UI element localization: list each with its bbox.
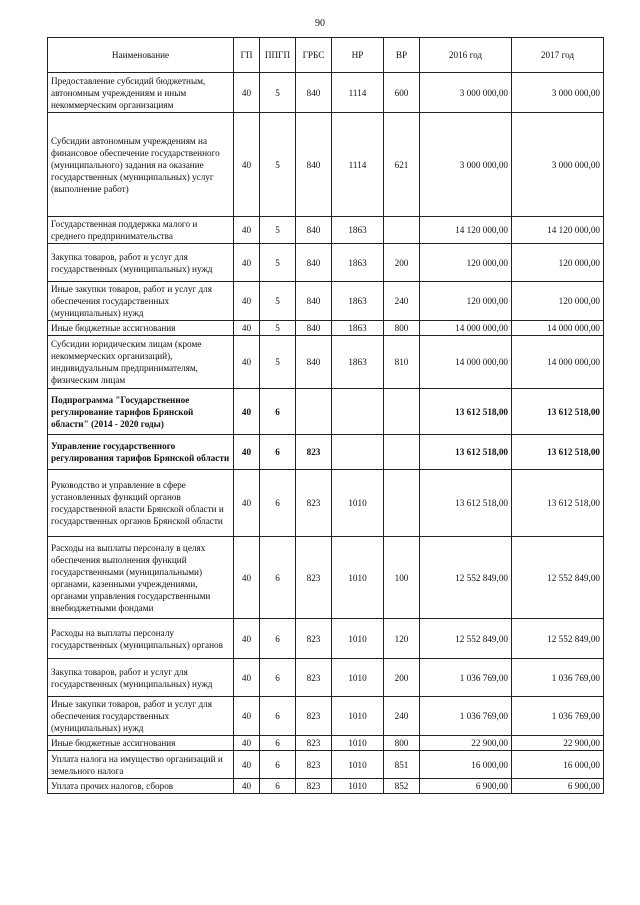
table-cell-nr: 1863 xyxy=(332,282,384,321)
table-cell-2017: 14 000 000,00 xyxy=(512,321,604,336)
table-cell-2016: 12 552 849,00 xyxy=(420,537,512,619)
table-cell-vr: 600 xyxy=(384,73,420,113)
table-cell-ppgp: 6 xyxy=(260,751,296,779)
col-header-ppgp: ППГП xyxy=(260,38,296,73)
table-cell-2017: 16 000,00 xyxy=(512,751,604,779)
table-cell-nr xyxy=(332,435,384,470)
table-cell-vr xyxy=(384,389,420,435)
col-header-grbs: ГРБС xyxy=(296,38,332,73)
table-row xyxy=(48,697,604,736)
table-row xyxy=(48,73,604,113)
table-cell-2016: 13 612 518,00 xyxy=(420,435,512,470)
table-cell-vr: 240 xyxy=(384,282,420,321)
table-cell-vr: 120 xyxy=(384,619,420,659)
table-header-row xyxy=(48,38,604,73)
table-cell-nr: 1010 xyxy=(332,659,384,697)
table-cell-2016: 13 612 518,00 xyxy=(420,470,512,537)
table-cell-2017: 120 000,00 xyxy=(512,282,604,321)
table-cell-nr: 1010 xyxy=(332,697,384,736)
table-cell-ppgp: 6 xyxy=(260,659,296,697)
table-cell-name: Подпрограмма "Государственное регулирование тарифов Брянской области" (2014 - 2020 годы) xyxy=(48,389,234,435)
table-cell-vr xyxy=(384,470,420,537)
table-cell-gp: 40 xyxy=(234,217,260,244)
table-cell-nr xyxy=(332,389,384,435)
table-row xyxy=(48,619,604,659)
table-cell-vr: 200 xyxy=(384,244,420,282)
table-cell-name: Расходы на выплаты персоналу государственных (муниципальных) органов xyxy=(48,619,234,659)
table-row xyxy=(48,321,604,336)
table-cell-2016: 12 552 849,00 xyxy=(420,619,512,659)
table-cell-vr: 100 xyxy=(384,537,420,619)
table-cell-gp: 40 xyxy=(234,435,260,470)
table-cell-vr: 800 xyxy=(384,736,420,751)
table-cell-ppgp: 6 xyxy=(260,697,296,736)
col-header-2017: 2017 год xyxy=(512,38,604,73)
table-cell-gp: 40 xyxy=(234,779,260,794)
col-header-2016: 2016 год xyxy=(420,38,512,73)
table-row xyxy=(48,336,604,389)
table-cell-2016: 16 000,00 xyxy=(420,751,512,779)
table-cell-nr: 1010 xyxy=(332,619,384,659)
table-cell-name: Закупка товаров, работ и услуг для государственных (муниципальных) нужд xyxy=(48,244,234,282)
table-cell-gp: 40 xyxy=(234,619,260,659)
table-cell-ppgp: 5 xyxy=(260,244,296,282)
table-cell-grbs: 823 xyxy=(296,736,332,751)
table-cell-gp: 40 xyxy=(234,736,260,751)
table-cell-grbs: 823 xyxy=(296,537,332,619)
table-cell-name: Иные закупки товаров, работ и услуг для обеспечения государственных (муниципальных) нужд xyxy=(48,282,234,321)
table-cell-name: Предоставление субсидий бюджетным, автономным учреждениям и иным некоммерческим организациям xyxy=(48,73,234,113)
table-cell-vr: 852 xyxy=(384,779,420,794)
table-cell-nr: 1010 xyxy=(332,779,384,794)
table-cell-gp: 40 xyxy=(234,697,260,736)
table-cell-gp: 40 xyxy=(234,73,260,113)
table-row xyxy=(48,470,604,537)
table-cell-grbs: 840 xyxy=(296,336,332,389)
table-cell-vr: 800 xyxy=(384,321,420,336)
table-cell-nr: 1863 xyxy=(332,321,384,336)
table-cell-2016: 120 000,00 xyxy=(420,282,512,321)
table-cell-2017: 3 000 000,00 xyxy=(512,73,604,113)
table-row xyxy=(48,736,604,751)
table-cell-gp: 40 xyxy=(234,282,260,321)
table-cell-2016: 1 036 769,00 xyxy=(420,659,512,697)
col-header-vr: ВР xyxy=(384,38,420,73)
table-cell-2016: 1 036 769,00 xyxy=(420,697,512,736)
table-cell-2017: 120 000,00 xyxy=(512,244,604,282)
col-header-gp: ГП xyxy=(234,38,260,73)
table-cell-grbs: 840 xyxy=(296,113,332,217)
table-row xyxy=(48,779,604,794)
table-cell-2016: 22 900,00 xyxy=(420,736,512,751)
table-cell-2016: 3 000 000,00 xyxy=(420,113,512,217)
table-cell-2016: 6 900,00 xyxy=(420,779,512,794)
table-cell-name: Иные бюджетные ассигнования xyxy=(48,736,234,751)
table-cell-2017: 14 120 000,00 xyxy=(512,217,604,244)
table-row xyxy=(48,244,604,282)
table-cell-nr: 1114 xyxy=(332,113,384,217)
table-row xyxy=(48,435,604,470)
table-cell-2017: 14 000 000,00 xyxy=(512,336,604,389)
table-cell-vr: 851 xyxy=(384,751,420,779)
table-cell-nr: 1863 xyxy=(332,217,384,244)
table-cell-name: Иные бюджетные ассигнования xyxy=(48,321,234,336)
table-cell-nr: 1010 xyxy=(332,537,384,619)
table-row xyxy=(48,537,604,619)
table-cell-grbs: 840 xyxy=(296,321,332,336)
table-cell-name: Иные закупки товаров, работ и услуг для обеспечения государственных (муниципальных) нужд xyxy=(48,697,234,736)
table-cell-name: Управление государственного регулирования тарифов Брянской области xyxy=(48,435,234,470)
table-cell-name: Руководство и управление в сфере установленных функций органов государственной власти Брянской области и государственных органов Брянской области xyxy=(48,470,234,537)
table-cell-gp: 40 xyxy=(234,751,260,779)
table-cell-ppgp: 5 xyxy=(260,73,296,113)
table-cell-ppgp: 5 xyxy=(260,217,296,244)
table-cell-vr: 200 xyxy=(384,659,420,697)
table-cell-2017: 3 000 000,00 xyxy=(512,113,604,217)
table-cell-vr: 621 xyxy=(384,113,420,217)
table-cell-name: Субсидии автономным учреждениям на финансовое обеспечение государственного (муниципального) задания на оказание государственных (муниципальных) услуг (выполнение работ) xyxy=(48,113,234,217)
table-cell-2016: 13 612 518,00 xyxy=(420,389,512,435)
table-row xyxy=(48,282,604,321)
table-cell-gp: 40 xyxy=(234,659,260,697)
page-number: 90 xyxy=(315,18,325,29)
table-cell-grbs: 823 xyxy=(296,470,332,537)
table-cell-ppgp: 6 xyxy=(260,470,296,537)
table-cell-grbs: 840 xyxy=(296,244,332,282)
table-cell-grbs xyxy=(296,389,332,435)
table-cell-2016: 14 000 000,00 xyxy=(420,321,512,336)
table-cell-2016: 14 120 000,00 xyxy=(420,217,512,244)
table-cell-2016: 14 000 000,00 xyxy=(420,336,512,389)
table-body xyxy=(48,73,604,794)
table-cell-ppgp: 6 xyxy=(260,736,296,751)
table-cell-ppgp: 5 xyxy=(260,321,296,336)
table-cell-gp: 40 xyxy=(234,113,260,217)
table-cell-name: Государственная поддержка малого и среднего предпринимательства xyxy=(48,217,234,244)
col-header-nr: НР xyxy=(332,38,384,73)
table-cell-gp: 40 xyxy=(234,336,260,389)
table-cell-grbs: 823 xyxy=(296,659,332,697)
table-cell-nr: 1010 xyxy=(332,736,384,751)
table-cell-2017: 12 552 849,00 xyxy=(512,619,604,659)
table-row xyxy=(48,113,604,217)
table-cell-nr: 1863 xyxy=(332,336,384,389)
table-cell-gp: 40 xyxy=(234,470,260,537)
table-cell-2017: 12 552 849,00 xyxy=(512,537,604,619)
table-cell-2017: 22 900,00 xyxy=(512,736,604,751)
table-row xyxy=(48,659,604,697)
col-header-name: Наименование xyxy=(48,38,234,73)
table-row xyxy=(48,389,604,435)
table-cell-gp: 40 xyxy=(234,244,260,282)
table-cell-2017: 13 612 518,00 xyxy=(512,435,604,470)
table-cell-grbs: 823 xyxy=(296,779,332,794)
table-cell-ppgp: 5 xyxy=(260,282,296,321)
table-cell-grbs: 840 xyxy=(296,73,332,113)
table-row xyxy=(48,751,604,779)
table-cell-2017: 6 900,00 xyxy=(512,779,604,794)
table-cell-2017: 1 036 769,00 xyxy=(512,659,604,697)
table-cell-gp: 40 xyxy=(234,389,260,435)
table-cell-grbs: 823 xyxy=(296,435,332,470)
table-cell-grbs: 840 xyxy=(296,217,332,244)
table-cell-2017: 1 036 769,00 xyxy=(512,697,604,736)
table-cell-gp: 40 xyxy=(234,537,260,619)
table-cell-grbs: 840 xyxy=(296,282,332,321)
table-cell-name: Уплата налога на имущество организаций и земельного налога xyxy=(48,751,234,779)
table-cell-ppgp: 6 xyxy=(260,389,296,435)
table-cell-ppgp: 5 xyxy=(260,336,296,389)
table-cell-ppgp: 6 xyxy=(260,779,296,794)
table-cell-name: Расходы на выплаты персоналу в целях обеспечения выполнения функций государственными (муниципальными) органами, казенными учреждениями, органами управления государственными внебюджетными фондами xyxy=(48,537,234,619)
table-cell-grbs: 823 xyxy=(296,619,332,659)
table-cell-name: Уплата прочих налогов, сборов xyxy=(48,779,234,794)
table-cell-vr: 810 xyxy=(384,336,420,389)
table-cell-2016: 120 000,00 xyxy=(420,244,512,282)
table-cell-ppgp: 5 xyxy=(260,113,296,217)
table-cell-ppgp: 6 xyxy=(260,435,296,470)
table-cell-name: Закупка товаров, работ и услуг для государственных (муниципальных) нужд xyxy=(48,659,234,697)
table-cell-grbs: 823 xyxy=(296,697,332,736)
table-cell-2016: 3 000 000,00 xyxy=(420,73,512,113)
table-cell-gp: 40 xyxy=(234,321,260,336)
table-cell-vr xyxy=(384,217,420,244)
table-cell-2017: 13 612 518,00 xyxy=(512,389,604,435)
table-cell-grbs: 823 xyxy=(296,751,332,779)
table-cell-vr: 240 xyxy=(384,697,420,736)
table-cell-nr: 1114 xyxy=(332,73,384,113)
table-cell-nr: 1863 xyxy=(332,244,384,282)
table-row xyxy=(48,217,604,244)
table-cell-2017: 13 612 518,00 xyxy=(512,470,604,537)
table-cell-nr: 1010 xyxy=(332,751,384,779)
table-cell-ppgp: 6 xyxy=(260,619,296,659)
table-cell-ppgp: 6 xyxy=(260,537,296,619)
table-cell-name: Субсидии юридическим лицам (кроме некоммерческих организаций), индивидуальным предпринимателям, физическим лицам xyxy=(48,336,234,389)
table-cell-nr: 1010 xyxy=(332,470,384,537)
table-cell-vr xyxy=(384,435,420,470)
budget-table xyxy=(47,37,604,794)
